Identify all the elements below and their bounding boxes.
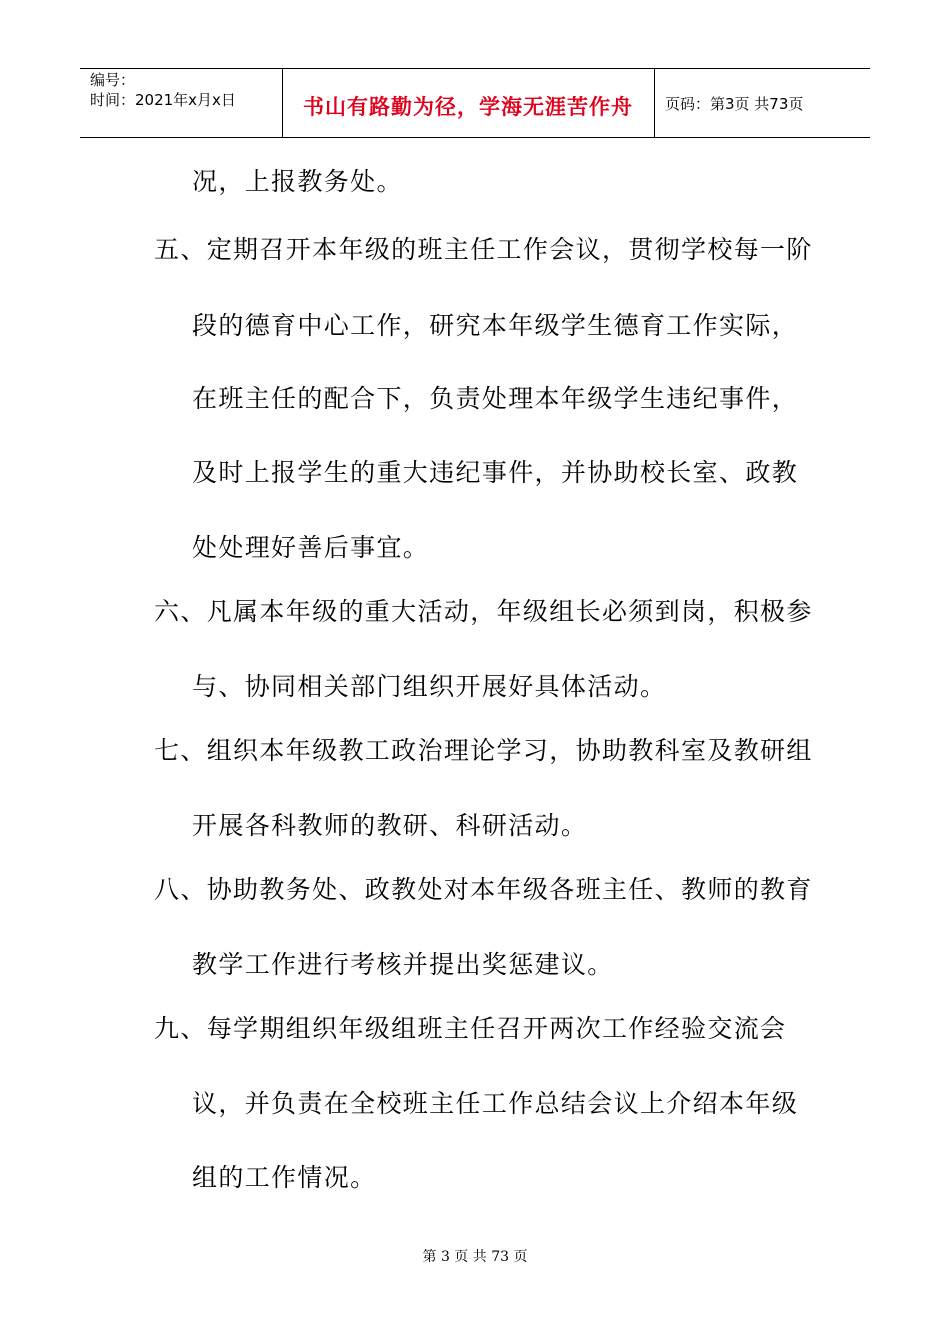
- body-line-10: 开展各科教师的教研、科研活动。: [192, 811, 588, 840]
- header-motto: 书山有路勤为径，学海无涯苦作舟: [303, 95, 633, 119]
- document-number-label: 编号：: [90, 71, 136, 89]
- body-line-4: 在班主任的配合下，负责处理本年级学生违纪事件，: [192, 384, 799, 413]
- body-line-8: 与、协同相关部门组织开展好具体活动。: [192, 672, 667, 701]
- body-line-14: 议，并负责在全校班主任工作总结会议上介绍本年级: [192, 1089, 799, 1118]
- body-line-5: 及时上报学生的重大违纪事件，并协助校长室、政教: [192, 458, 799, 487]
- body-line-12: 教学工作进行考核并提出奖惩建议。: [192, 950, 614, 979]
- header-motto-cell: [282, 69, 655, 137]
- header-meta-cell: [80, 69, 283, 137]
- header-page-info: 页码：第3页 共73页: [665, 95, 804, 113]
- body-line-13: 九、每学期组织年级组班主任召开两次工作经验交流会: [154, 1014, 787, 1043]
- body-line-6: 处处理好善后事宜。: [192, 533, 430, 562]
- body-line-1: 况，上报教务处。: [192, 167, 403, 196]
- header-page-cell: [655, 69, 870, 137]
- body-line-7: 六、凡属本年级的重大活动，年级组长必须到岗，积极参: [154, 597, 813, 626]
- body-line-3: 段的德育中心工作，研究本年级学生德育工作实际，: [192, 311, 799, 340]
- page-footer: 第 3 页 共 73 页: [422, 1249, 528, 1265]
- body-line-15: 组的工作情况。: [192, 1163, 377, 1192]
- body-line-11: 八、协助教务处、政教处对本年级各班主任、教师的教育: [154, 875, 813, 904]
- page-header: [80, 68, 870, 138]
- body-line-2: 五、定期召开本年级的班主任工作会议，贯彻学校每一阶: [154, 235, 813, 264]
- document-time-label: 时间：2021年x月x日: [90, 91, 236, 109]
- body-line-9: 七、组织本年级教工政治理论学习，协助教科室及教研组: [154, 736, 813, 765]
